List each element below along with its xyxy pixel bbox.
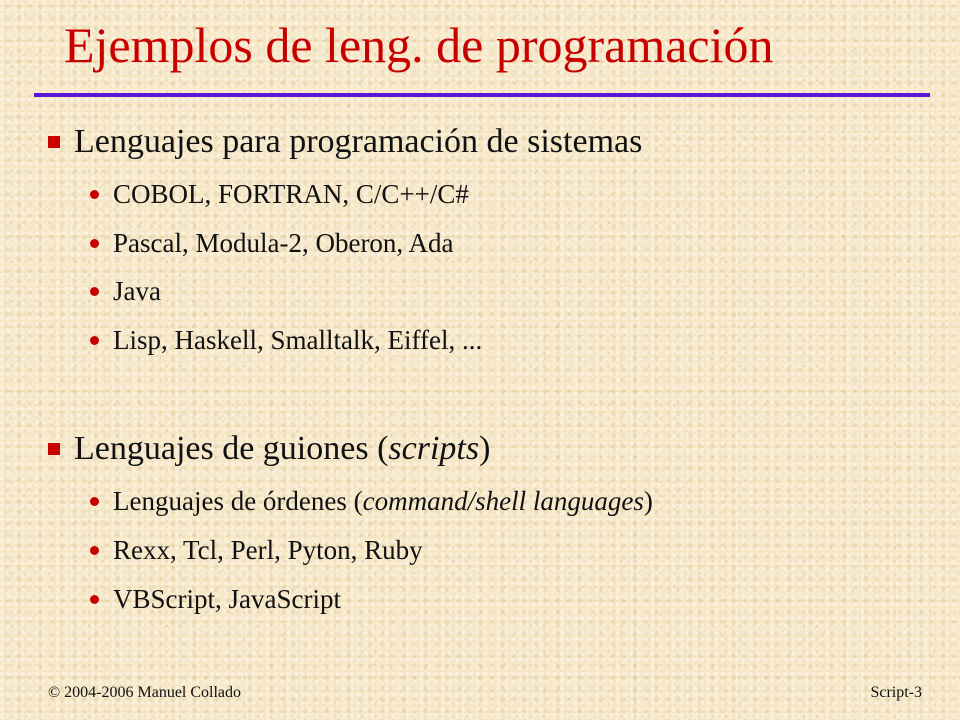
round-bullet-icon [90,595,99,604]
title-underline [34,93,930,97]
list-item [90,278,161,305]
square-bullet-icon [48,443,60,455]
round-bullet-icon [90,190,99,199]
list-item-text: Java [113,276,161,306]
section-scripts-heading [48,432,490,466]
list-item [90,327,482,354]
list-item [90,586,341,613]
section-systems-heading [48,125,642,159]
list-item [90,230,453,257]
list-item [90,537,423,564]
slide-title: Ejemplos de leng. de programación [64,17,774,73]
round-bullet-icon [90,287,99,296]
list-item-text: Rexx, Tcl, Perl, Pyton, Ruby [113,535,423,565]
round-bullet-icon [90,239,99,248]
round-bullet-icon [90,336,99,345]
command-shell-italic: command/shell languages [362,486,644,516]
list-item-text: VBScript, JavaScript [113,584,341,614]
footer-page-number: Script-3 [870,684,922,701]
list-item-text: Lisp, Haskell, Smalltalk, Eiffel, ... [113,325,483,355]
list-item-text: COBOL, FORTRAN, C/C++/C# [113,179,469,209]
round-bullet-icon [90,497,99,506]
square-bullet-icon [48,136,60,148]
list-item [90,488,653,515]
list-item [90,181,469,208]
list-item-text: Lenguajes de órdenes (command/shell languages) [113,486,653,516]
scripts-italic: scripts [388,430,480,467]
list-item-text: Pascal, Modula-2, Oberon, Ada [113,228,454,258]
section-heading-text: Lenguajes de guiones (scripts) [74,430,491,467]
round-bullet-icon [90,546,99,555]
footer-copyright: © 2004-2006 Manuel Collado [48,684,242,701]
section-heading-text: Lenguajes para programación de sistemas [74,123,643,160]
